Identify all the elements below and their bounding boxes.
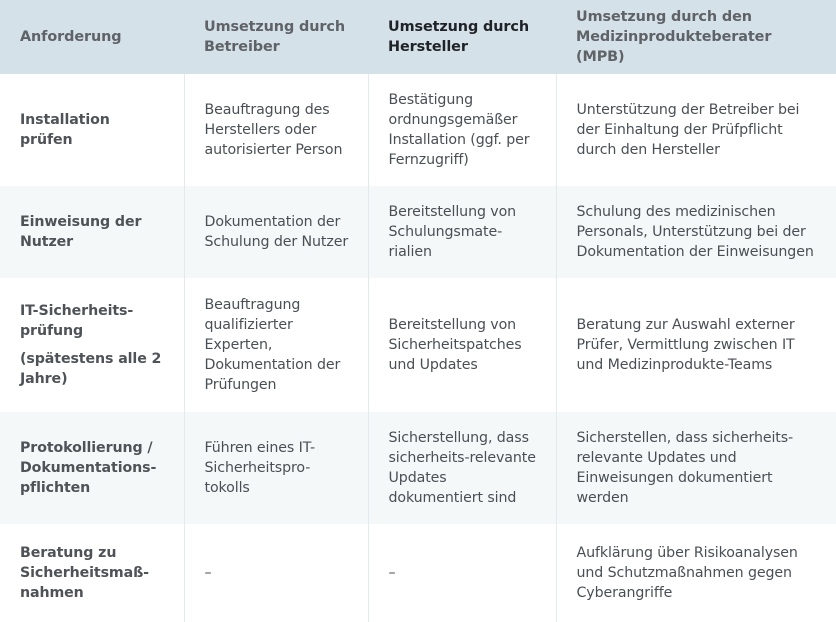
- header-betreiber: Umsetzung durch Betreiber: [204, 19, 345, 55]
- requirement-cell: Installation prüfen: [20, 112, 110, 148]
- requirement-cell: Protokollierung / Dokumentations-pflichten: [20, 440, 157, 496]
- table-row: [0, 412, 836, 524]
- hersteller-cell: Bereitstellung von Schulungsmate-rialien: [368, 186, 556, 278]
- table-body: [0, 74, 836, 622]
- betreiber-cell: –: [184, 524, 368, 622]
- table-header: [0, 0, 836, 74]
- betreiber-cell: Beauftragung des Herstellers oder autorisierter Person: [184, 74, 368, 186]
- table-row: [0, 186, 836, 278]
- mpb-cell: Beratung zur Auswahl externer Prüfer, Vermittlung zwischen IT und Medizinprodukte-Teams: [556, 278, 836, 412]
- hersteller-cell: Bereitstellung von Sicherheitspatches und Updates: [368, 278, 556, 412]
- requirement-note: (spätestens alle 2 Jahre): [20, 351, 162, 387]
- requirement-label: IT-Sicherheits-prüfung: [20, 303, 134, 339]
- table-row: [0, 74, 836, 186]
- header-anforderung: Anforderung: [20, 29, 122, 45]
- betreiber-cell: Dokumentation der Schulung der Nutzer: [184, 186, 368, 278]
- mpb-cell: Unterstützung der Betreiber bei der Einhaltung der Prüfpflicht durch den Hersteller: [556, 74, 836, 186]
- header-hersteller: Umsetzung durch Hersteller: [388, 19, 529, 55]
- requirement-cell: Beratung zu Sicherheitsmaß-nahmen: [20, 545, 149, 601]
- mpb-cell: Sicherstellen, dass sicherheits-relevante Updates und Einweisungen dokumentiert werden: [556, 412, 836, 524]
- hersteller-cell: Sicherstellung, dass sicherheits-relevante Updates dokumentiert sind: [368, 412, 556, 524]
- header-mpb: Umsetzung durch den Medizinprodukteberater (MPB): [576, 9, 772, 65]
- requirement-cell: Einweisung der Nutzer: [20, 214, 142, 250]
- requirement-cell: [0, 278, 184, 412]
- hersteller-cell: –: [368, 524, 556, 622]
- betreiber-cell: Beauftragung qualifizierter Experten, Dokumentation der Prüfungen: [184, 278, 368, 412]
- hersteller-cell: Bestätigung ordnungsgemäßer Installation (ggf. per Fernzugriff): [368, 74, 556, 186]
- mpb-cell: Aufklärung über Risikoanalysen und Schutzmaßnahmen gegen Cyberangriffe: [556, 524, 836, 622]
- table-row: [0, 278, 836, 412]
- table-row: [0, 524, 836, 622]
- header-row: [0, 0, 836, 74]
- mpb-cell: Schulung des medizinischen Personals, Unterstützung bei der Dokumentation der Einweisungen: [556, 186, 836, 278]
- betreiber-cell: Führen eines IT-Sicherheitspro-tokolls: [184, 412, 368, 524]
